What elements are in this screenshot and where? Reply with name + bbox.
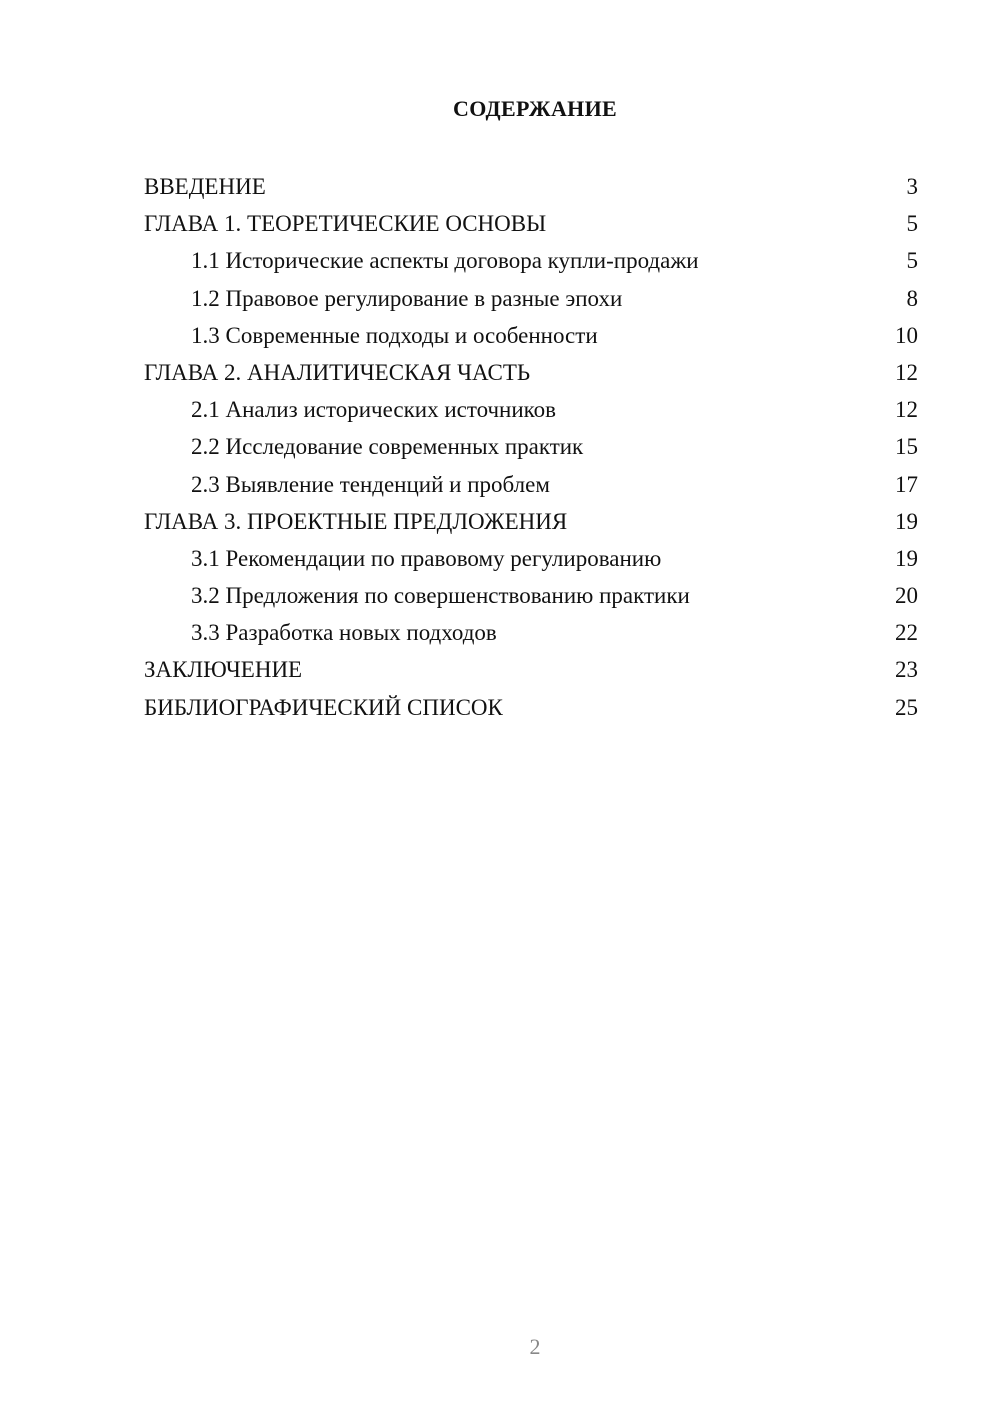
page-title: СОДЕРЖАНИЕ — [453, 96, 617, 121]
toc-entry-page: 20 — [895, 583, 918, 609]
toc-entry-page: 19 — [895, 545, 918, 571]
toc-entry-conclusion — [144, 651, 918, 688]
toc-entry-page: 12 — [895, 359, 918, 385]
table-of-contents — [144, 168, 918, 726]
toc-entry-label: 3.2 Предложения по совершенствованию практики — [191, 583, 690, 609]
toc-entry-label: 2.1 Анализ исторических источников — [191, 397, 557, 423]
toc-entry-label: 2.3 Выявление тенденций и проблем — [191, 471, 550, 497]
toc-entry-section-1-2 — [144, 280, 918, 317]
toc-entry-page: 5 — [906, 211, 918, 237]
toc-entry-label: 3.1 Рекомендации по правовому регулированию — [191, 545, 662, 571]
toc-entry-label: ГЛАВА 2. АНАЛИТИЧЕСКАЯ ЧАСТЬ — [144, 359, 531, 385]
toc-entry-page: 23 — [895, 657, 918, 683]
toc-entry-label: 2.2 Исследование современных практик — [191, 434, 584, 460]
toc-entry-section-2-1 — [144, 391, 918, 428]
toc-entry-page: 12 — [895, 397, 918, 423]
toc-entry-label: 1.2 Правовое регулирование в разные эпохи — [191, 285, 623, 311]
toc-entry-page: 19 — [895, 508, 918, 534]
toc-entry-chapter-2 — [144, 354, 918, 391]
toc-entry-label: ВВЕДЕНИЕ — [144, 174, 266, 199]
toc-entry-page: 15 — [895, 434, 918, 460]
toc-entry-label: БИБЛИОГРАФИЧЕСКИЙ СПИСОК — [144, 694, 503, 720]
toc-entry-bibliography — [144, 689, 918, 726]
toc-entry-section-2-2 — [144, 428, 918, 465]
toc-entry-page: 8 — [906, 285, 918, 311]
toc-entry-label: ГЛАВА 1. ТЕОРЕТИЧЕСКИЕ ОСНОВЫ — [144, 211, 547, 237]
toc-entry-section-3-1 — [144, 540, 918, 577]
toc-entry-label: ГЛАВА 3. ПРОЕКТНЫЕ ПРЕДЛОЖЕНИЯ — [144, 508, 568, 534]
toc-entry-chapter-3 — [144, 503, 918, 540]
toc-entry-label: 1.1 Исторические аспекты договора купли-продажи — [191, 248, 699, 274]
toc-entry-page: 10 — [895, 322, 918, 348]
toc-entry-section-2-3 — [144, 466, 918, 503]
toc-entry-page: 3 — [906, 174, 918, 199]
toc-entry-section-3-2 — [144, 577, 918, 614]
toc-entry-page: 22 — [895, 620, 918, 646]
toc-entry-section-3-3 — [144, 614, 918, 651]
toc-entry-section-1-3 — [144, 317, 918, 354]
toc-entry-page: 5 — [906, 248, 918, 274]
toc-entry-section-1-1 — [144, 242, 918, 279]
page-number: 2 — [529, 1334, 541, 1359]
toc-entry-page: 25 — [895, 694, 918, 720]
toc-entry-introduction — [144, 168, 918, 205]
toc-entry-label: 1.3 Современные подходы и особенности — [191, 322, 598, 348]
toc-entry-label: 3.3 Разработка новых подходов — [191, 620, 497, 646]
toc-entry-label: ЗАКЛЮЧЕНИЕ — [144, 657, 303, 683]
toc-entry-chapter-1 — [144, 205, 918, 242]
toc-entry-page: 17 — [895, 471, 918, 497]
